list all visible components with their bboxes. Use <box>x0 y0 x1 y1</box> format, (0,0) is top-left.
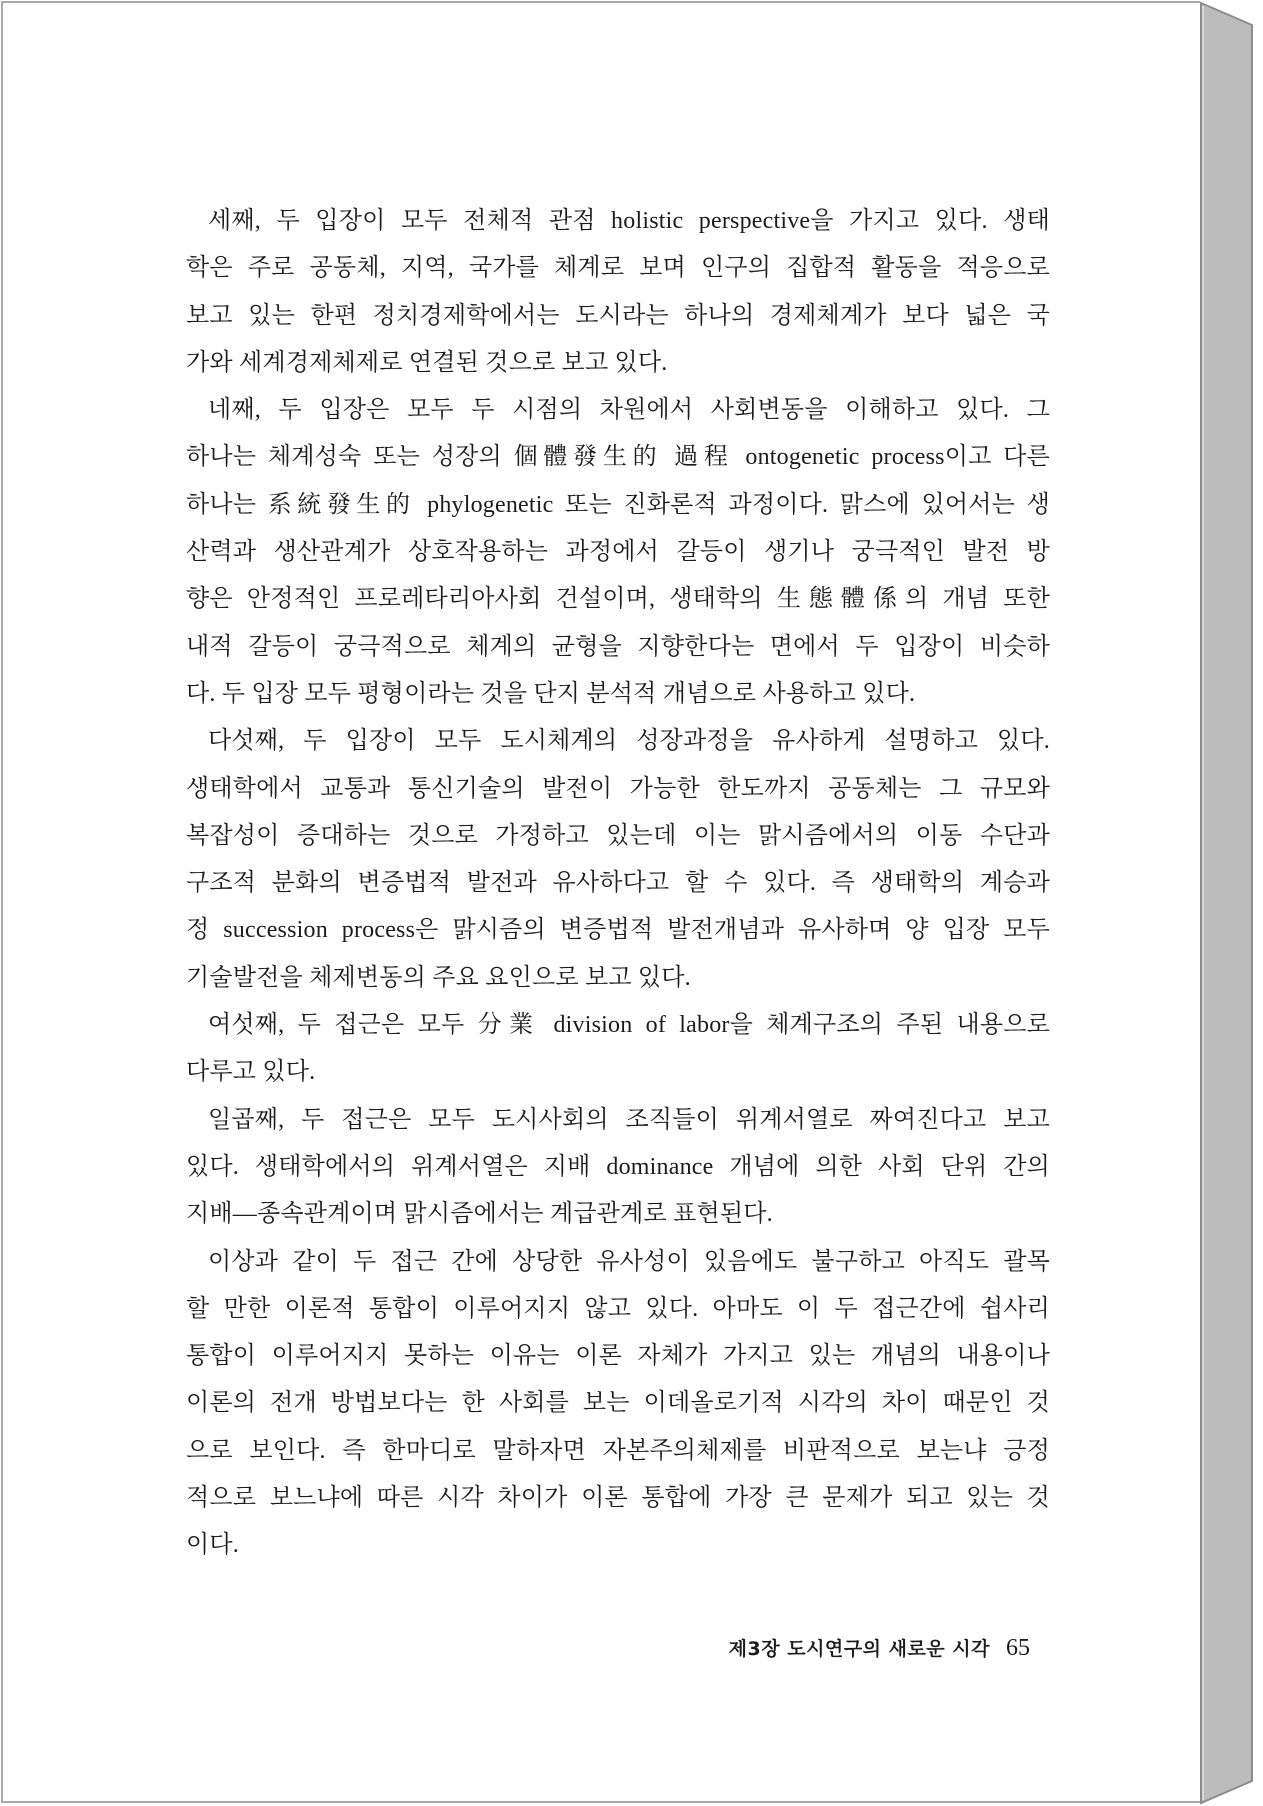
text-line: 할 만한 이론적 통합이 이루어지지 않고 있다. 아마도 이 두 접근간에 쉽사리 <box>186 1295 1050 1322</box>
running-footer <box>729 1630 1030 1666</box>
text-line: 하나는 체계성숙 또는 성장의 個體發生的 過程 ontogenetic process이고 다른 <box>186 444 1050 471</box>
paragraph <box>186 198 1050 387</box>
paragraph <box>186 718 1050 1002</box>
text-line: 이다. <box>186 1532 239 1559</box>
page-number: 65 <box>1006 1635 1030 1661</box>
text-line: 보고 있는 한편 정치경제학에서는 도시라는 하나의 경제체계가 보다 넓은 국 <box>186 302 1050 329</box>
text-line: 학은 주로 공동체, 지역, 국가를 체계로 보며 인구의 집합적 활동을 적응으로 <box>186 255 1050 282</box>
text-line: 다섯째, 두 입장이 모두 도시체계의 성장과정을 유사하게 설명하고 있다. <box>208 728 1050 755</box>
text-line: 하나는 系統發生的 phylogenetic 또는 진화론적 과정이다. 맑스에 있어서는 생 <box>186 491 1050 518</box>
body-text <box>186 198 1050 1570</box>
paragraph <box>186 1002 1050 1097</box>
text-line: 적으로 보느냐에 따른 시각 차이가 이론 통합에 가장 큰 문제가 되고 있는 것 <box>186 1485 1050 1512</box>
text-line: 이상과 같이 두 접근 간에 상당한 유사성이 있음에도 불구하고 아직도 괄목 <box>208 1248 1050 1275</box>
text-line: 이론의 전개 방법보다는 한 사회를 보는 이데올로기적 시각의 차이 때문인 것 <box>186 1390 1050 1417</box>
text-line: 있다. 생태학에서의 위계서열은 지배 dominance 개념에 의한 사회 단위 간의 <box>186 1153 1050 1180</box>
chapter-title: 제3장 도시연구의 새로운 시각 <box>728 1638 990 1660</box>
text-line: 산력과 생산관계가 상호작용하는 과정에서 갈등이 생기나 궁극적인 발전 방 <box>186 539 1050 566</box>
text-line: 내적 갈등이 궁극적으로 체계의 균형을 지향한다는 면에서 두 입장이 비슷하 <box>186 633 1050 660</box>
text-line: 통합이 이루어지지 못하는 이유는 이론 자체가 가지고 있는 개념의 내용이나 <box>186 1343 1050 1370</box>
text-line: 복잡성이 증대하는 것으로 가정하고 있는데 이는 맑시즘에서의 이동 수단과 <box>186 822 1050 849</box>
text-line: 기술발전을 체제변동의 주요 요인으로 보고 있다. <box>186 964 691 991</box>
text-line: 네째, 두 입장은 모두 두 시점의 차원에서 사회변동을 이해하고 있다. 그 <box>208 397 1050 424</box>
text-line: 여섯째, 두 접근은 모두 分業 division of labor을 체계구조의 주된 내용으로 <box>208 1012 1050 1039</box>
text-line: 가와 세계경제체제로 연결된 것으로 보고 있다. <box>186 349 668 376</box>
text-line: 으로 보인다. 즉 한마디로 말하자면 자본주의체제를 비판적으로 보는냐 긍정 <box>186 1437 1050 1464</box>
text-line: 세째, 두 입장이 모두 전체적 관점 holistic perspective을 가지고 있다. 생태 <box>208 208 1050 234</box>
text-line: 다루고 있다. <box>186 1059 316 1086</box>
text-line: 향은 안정적인 프로레타리아사회 건설이며, 생태학의 生態體係의 개념 또한 <box>186 586 1050 613</box>
text-line: 일곱째, 두 접근은 모두 도시사회의 조직들이 위계서열로 짜여진다고 보고 <box>208 1106 1050 1133</box>
text-line: 생태학에서 교통과 통신기술의 발전이 가능한 한도까지 공동체는 그 규모와 <box>186 775 1050 802</box>
paragraph <box>186 1239 1050 1570</box>
paragraph <box>186 1097 1050 1239</box>
text-line: 지배—종속관계이며 맑시즘에서는 계급관계로 표현된다. <box>186 1201 773 1228</box>
text-line: 구조적 분화의 변증법적 발전과 유사하다고 할 수 있다. 즉 생태학의 계승과 <box>186 870 1050 897</box>
text-line: 정 succession process은 맑시즘의 변증법적 발전개념과 유사하며 양 입장 모두 <box>186 917 1050 944</box>
paragraph <box>186 387 1050 718</box>
text-line: 다. 두 입장 모두 평형이라는 것을 단지 분석적 개념으로 사용하고 있다. <box>186 680 916 707</box>
